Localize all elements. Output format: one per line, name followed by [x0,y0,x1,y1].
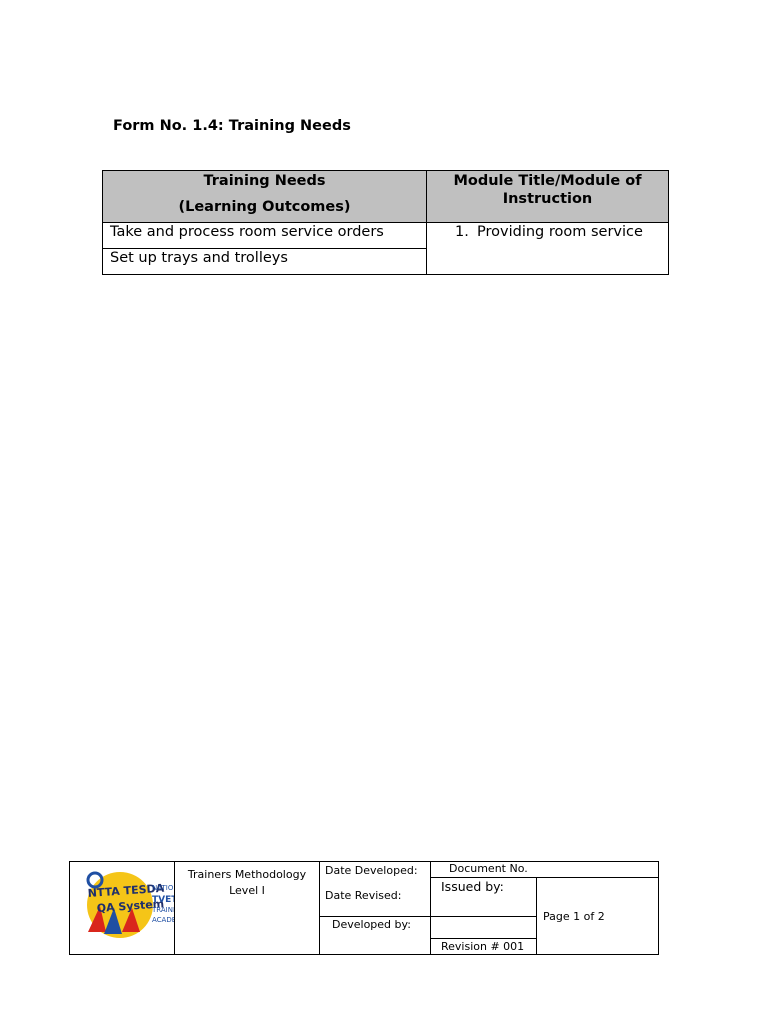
issued-revision-cell [431,917,537,955]
issued-by-label: Issued by: [431,878,537,917]
page-number: Page 1 of 2 [537,878,659,955]
ntta-tesda-logo [70,862,174,951]
module-number: 1. [455,224,469,240]
form-title: Form No. 1.4: Training Needs [113,118,351,134]
logo-text-5: TRAIN [152,906,173,914]
header-training-needs [103,171,427,223]
logo-cell [70,862,175,955]
document-footer [69,861,659,955]
header-training-needs-line1: Training Needs [203,173,326,189]
logo-text-2: QA System [96,897,165,915]
course-title: Trainers Methodology Level I [175,862,320,955]
date-developed-label: Date Developed: [325,864,418,877]
table-row [103,223,669,249]
date-cell [320,862,431,917]
table-header-row [103,171,669,223]
date-revised-label: Date Revised: [325,889,402,902]
learning-outcome-cell: Take and process room service orders [103,223,427,249]
learning-outcome-cell: Set up trays and trolleys [103,249,427,275]
training-needs-table [102,170,669,275]
module-cell [427,223,669,275]
module-title: Providing room service [477,224,643,240]
logo-text-6: ACADE [152,916,174,924]
header-module-title: Module Title/Module of Instruction [427,171,669,223]
logo-text-4: TVE [152,895,172,905]
logo-text-3: NATIO [152,884,174,892]
developed-by-label: Developed by: [320,917,431,955]
revision-label: Revision # 001 [431,938,536,954]
document-no-label: Document No. [431,862,659,878]
logo-text-1: NTTA TESDA [87,881,165,900]
header-learning-outcomes: (Learning Outcomes) [178,199,351,215]
